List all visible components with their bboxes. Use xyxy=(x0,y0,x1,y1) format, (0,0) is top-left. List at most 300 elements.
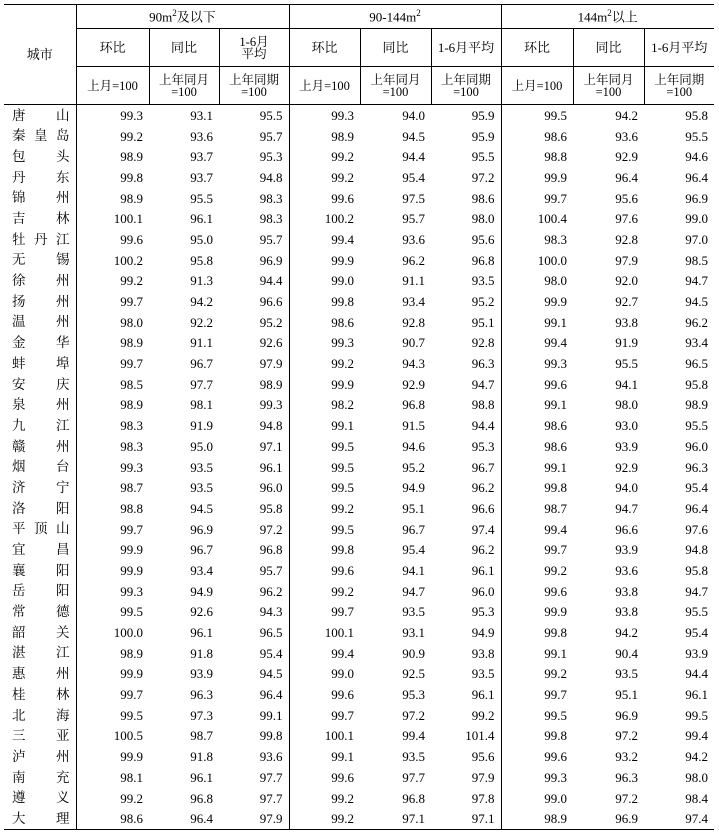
index-value: 96.8 xyxy=(402,397,425,413)
index-value: 99.4 xyxy=(685,728,708,744)
city-name: 北海 xyxy=(4,705,76,726)
index-value: 97.1 xyxy=(431,808,501,829)
base-label: 上年同期 =100 xyxy=(431,67,501,105)
index-value: 99.4 xyxy=(544,335,567,351)
table-row xyxy=(4,705,714,726)
index-value: 92.8 xyxy=(431,333,501,354)
index-value: 96.0 xyxy=(685,438,708,454)
city-name: 无锡 xyxy=(4,250,76,271)
index-value: 96.1 xyxy=(685,687,708,703)
index-value: 98.3 xyxy=(120,418,143,434)
index-value: 99.2 xyxy=(331,500,354,516)
index-value: 93.5 xyxy=(190,480,213,496)
index-value: 94.8 xyxy=(219,167,289,188)
index-value: 93.6 xyxy=(615,562,638,578)
index-value: 95.4 xyxy=(219,643,289,664)
subheader-yoy: 同比 xyxy=(149,29,219,67)
index-value: 98.9 xyxy=(120,397,143,413)
index-value: 93.8 xyxy=(615,314,638,330)
index-value: 96.0 xyxy=(219,477,289,498)
table-row xyxy=(4,250,714,271)
index-value: 99.1 xyxy=(219,705,289,726)
index-value: 99.3 xyxy=(331,335,354,351)
index-value: 94.1 xyxy=(402,562,425,578)
index-value: 99.2 xyxy=(331,356,354,372)
index-value: 98.9 xyxy=(120,190,143,206)
city-name: 锦州 xyxy=(4,188,76,209)
index-value: 94.3 xyxy=(402,356,425,372)
index-value: 93.0 xyxy=(615,418,638,434)
index-value: 93.7 xyxy=(190,169,213,185)
index-value: 97.8 xyxy=(431,788,501,809)
index-value: 95.4 xyxy=(402,542,425,558)
index-value: 97.4 xyxy=(644,808,714,829)
index-value: 99.0 xyxy=(331,666,354,682)
index-value: 97.1 xyxy=(360,808,431,829)
index-value: 95.4 xyxy=(685,625,708,641)
table-row xyxy=(4,208,714,229)
index-value: 99.1 xyxy=(544,645,567,661)
index-value: 96.1 xyxy=(219,457,289,478)
index-value: 98.0 xyxy=(685,769,708,785)
base-label: 上年同月 =100 xyxy=(149,67,219,105)
table-row xyxy=(4,188,714,209)
index-value: 92.8 xyxy=(615,231,638,247)
subheader-avg: 1-6月平均 xyxy=(431,29,501,67)
base-label: 上月=100 xyxy=(289,67,360,105)
city-name: 遵义 xyxy=(4,788,76,809)
index-value: 100.5 xyxy=(113,728,143,744)
index-value: 95.5 xyxy=(685,604,708,620)
index-value: 99.2 xyxy=(544,562,567,578)
index-value: 99.4 xyxy=(402,728,425,744)
base-label: 上年同月 =100 xyxy=(573,67,644,105)
index-value: 94.8 xyxy=(219,415,289,436)
index-value: 95.7 xyxy=(219,126,289,147)
index-value: 99.2 xyxy=(120,128,143,144)
index-value: 92.8 xyxy=(402,314,425,330)
table-row xyxy=(4,105,714,126)
index-value: 99.5 xyxy=(331,480,354,496)
index-value: 96.6 xyxy=(431,498,501,519)
index-value: 94.7 xyxy=(615,500,638,516)
index-value: 98.6 xyxy=(76,808,149,829)
index-value: 93.6 xyxy=(190,128,213,144)
city-name: 丹东 xyxy=(4,167,76,188)
index-value: 91.9 xyxy=(615,335,638,351)
index-value: 99.8 xyxy=(544,625,567,641)
index-value: 99.7 xyxy=(120,521,143,537)
index-value: 96.9 xyxy=(573,808,644,829)
index-value: 98.1 xyxy=(120,769,143,785)
table-row xyxy=(4,746,714,767)
index-value: 96.2 xyxy=(402,252,425,268)
subheader-yoy: 同比 xyxy=(573,29,644,67)
index-value: 97.1 xyxy=(219,436,289,457)
table-row xyxy=(4,560,714,581)
index-value: 90.7 xyxy=(402,335,425,351)
index-value: 97.9 xyxy=(615,252,638,268)
city-name: 安庆 xyxy=(4,374,76,395)
index-value: 99.3 xyxy=(219,395,289,416)
index-value: 95.0 xyxy=(190,231,213,247)
index-value: 98.3 xyxy=(219,188,289,209)
index-value: 93.8 xyxy=(615,604,638,620)
index-value: 92.6 xyxy=(219,333,289,354)
index-value: 95.9 xyxy=(431,126,501,147)
index-value: 96.8 xyxy=(431,250,501,271)
index-value: 99.7 xyxy=(544,190,567,206)
index-value: 100.0 xyxy=(537,252,567,268)
index-value: 99.9 xyxy=(544,294,567,310)
index-value: 99.6 xyxy=(544,376,567,392)
index-value: 98.7 xyxy=(544,500,567,516)
index-value: 97.7 xyxy=(219,767,289,788)
index-value: 99.9 xyxy=(544,169,567,185)
table-row xyxy=(4,312,714,333)
city-name: 蚌埠 xyxy=(4,353,76,374)
base-label: 上月=100 xyxy=(76,67,149,105)
index-value: 99.2 xyxy=(289,808,360,829)
index-value: 97.9 xyxy=(219,353,289,374)
index-value: 96.1 xyxy=(190,625,213,641)
index-value: 94.4 xyxy=(219,271,289,292)
index-value: 99.7 xyxy=(544,687,567,703)
index-value: 93.5 xyxy=(615,666,638,682)
table-row xyxy=(4,415,714,436)
index-value: 93.7 xyxy=(190,149,213,165)
subheader-mom: 环比 xyxy=(501,29,573,67)
index-value: 96.6 xyxy=(219,291,289,312)
city-name: 惠州 xyxy=(4,664,76,685)
index-value: 95.8 xyxy=(685,376,708,392)
index-value: 100.1 xyxy=(113,211,143,227)
index-value: 93.8 xyxy=(431,643,501,664)
index-value: 99.8 xyxy=(120,169,143,185)
index-value: 99.3 xyxy=(120,107,143,123)
index-value: 96.9 xyxy=(685,190,708,206)
index-value: 96.2 xyxy=(431,539,501,560)
index-value: 98.6 xyxy=(544,418,567,434)
index-value: 96.5 xyxy=(219,622,289,643)
index-value: 99.3 xyxy=(544,769,567,785)
index-value: 96.2 xyxy=(219,581,289,602)
index-value: 97.2 xyxy=(615,790,638,806)
city-name: 泸州 xyxy=(4,746,76,767)
index-value: 98.9 xyxy=(120,335,143,351)
index-value: 94.4 xyxy=(685,666,708,682)
table-row xyxy=(4,684,714,705)
city-name: 扬州 xyxy=(4,291,76,312)
index-value: 95.8 xyxy=(219,498,289,519)
table-row xyxy=(4,622,714,643)
index-value: 97.6 xyxy=(685,521,708,537)
index-value: 99.9 xyxy=(120,542,143,558)
city-name: 包头 xyxy=(4,146,76,167)
index-value: 97.3 xyxy=(190,707,213,723)
table-row xyxy=(4,353,714,374)
index-value: 96.7 xyxy=(402,521,425,537)
index-value: 93.6 xyxy=(219,746,289,767)
index-value: 99.6 xyxy=(331,562,354,578)
index-value: 97.7 xyxy=(402,769,425,785)
index-value: 94.4 xyxy=(431,415,501,436)
index-value: 98.6 xyxy=(544,128,567,144)
index-value: 97.5 xyxy=(402,190,425,206)
index-value: 96.7 xyxy=(190,356,213,372)
header-row-groups xyxy=(4,5,714,29)
index-value: 93.5 xyxy=(190,459,213,475)
index-value: 95.1 xyxy=(402,500,425,516)
index-value: 94.0 xyxy=(615,480,638,496)
index-value: 96.2 xyxy=(431,477,501,498)
index-value: 93.1 xyxy=(402,625,425,641)
index-value: 99.7 xyxy=(544,542,567,558)
index-value: 98.5 xyxy=(685,252,708,268)
index-value: 96.3 xyxy=(685,459,708,475)
index-value: 92.9 xyxy=(402,376,425,392)
index-value: 97.7 xyxy=(219,788,289,809)
index-value: 94.2 xyxy=(615,107,638,123)
index-value: 95.5 xyxy=(615,356,638,372)
index-value: 95.5 xyxy=(190,190,213,206)
index-value: 99.5 xyxy=(120,707,143,723)
index-value: 93.2 xyxy=(615,749,638,765)
index-value: 98.8 xyxy=(544,149,567,165)
index-value: 93.6 xyxy=(615,128,638,144)
index-value: 93.4 xyxy=(402,294,425,310)
table-row xyxy=(4,767,714,788)
index-value: 98.6 xyxy=(431,188,501,209)
index-value: 93.5 xyxy=(402,749,425,765)
index-value: 98.8 xyxy=(120,500,143,516)
index-value: 97.2 xyxy=(402,707,425,723)
index-value: 92.9 xyxy=(615,459,638,475)
index-value: 94.7 xyxy=(402,583,425,599)
index-value: 99.2 xyxy=(120,790,143,806)
table-row xyxy=(4,126,714,147)
index-value: 99.2 xyxy=(431,705,501,726)
table-row xyxy=(4,291,714,312)
index-value: 96.9 xyxy=(219,250,289,271)
index-value: 95.8 xyxy=(685,107,708,123)
index-value: 95.1 xyxy=(615,687,638,703)
index-value: 94.9 xyxy=(431,622,501,643)
index-value: 93.5 xyxy=(402,604,425,620)
index-value: 94.7 xyxy=(431,374,501,395)
index-value: 94.9 xyxy=(190,583,213,599)
index-value: 98.9 xyxy=(501,808,573,829)
index-value: 92.9 xyxy=(615,149,638,165)
index-value: 95.3 xyxy=(402,687,425,703)
index-value: 96.3 xyxy=(615,769,638,785)
index-value: 99.2 xyxy=(331,149,354,165)
index-value: 96.7 xyxy=(190,542,213,558)
index-value: 98.1 xyxy=(190,397,213,413)
index-value: 99.8 xyxy=(331,294,354,310)
city-name: 牡丹江 xyxy=(4,229,76,250)
index-value: 96.7 xyxy=(431,457,501,478)
index-value: 94.6 xyxy=(685,149,708,165)
index-value: 99.1 xyxy=(544,459,567,475)
city-name: 金华 xyxy=(4,333,76,354)
base-label: 上年同月 =100 xyxy=(360,67,431,105)
index-value: 92.6 xyxy=(190,604,213,620)
index-value: 98.9 xyxy=(685,397,708,413)
index-value: 93.6 xyxy=(402,231,425,247)
city-name: 常德 xyxy=(4,602,76,623)
index-value: 99.9 xyxy=(120,749,143,765)
table-row xyxy=(4,581,714,602)
index-value: 93.9 xyxy=(190,666,213,682)
index-value: 99.5 xyxy=(544,107,567,123)
index-value: 100.1 xyxy=(324,625,354,641)
index-value: 96.5 xyxy=(685,356,708,372)
index-value: 99.6 xyxy=(331,687,354,703)
index-value: 98.3 xyxy=(120,438,143,454)
index-value: 92.7 xyxy=(615,294,638,310)
index-value: 96.2 xyxy=(685,314,708,330)
table-row xyxy=(4,808,714,829)
index-value: 96.0 xyxy=(431,581,501,602)
table-row xyxy=(4,519,714,540)
index-value: 92.2 xyxy=(190,314,213,330)
index-value: 96.9 xyxy=(190,521,213,537)
index-value: 93.8 xyxy=(615,583,638,599)
index-value: 99.1 xyxy=(331,418,354,434)
index-value: 98.6 xyxy=(544,438,567,454)
index-value: 98.3 xyxy=(544,231,567,247)
index-value: 91.1 xyxy=(190,335,213,351)
index-value: 94.7 xyxy=(685,583,708,599)
city-name: 襄阳 xyxy=(4,560,76,581)
index-value: 99.5 xyxy=(331,521,354,537)
index-value: 91.8 xyxy=(190,645,213,661)
index-value: 99.3 xyxy=(120,459,143,475)
table-row xyxy=(4,436,714,457)
index-value: 99.6 xyxy=(331,769,354,785)
index-value: 99.7 xyxy=(120,294,143,310)
index-value: 97.9 xyxy=(219,808,289,829)
index-value: 95.4 xyxy=(685,480,708,496)
group-header-small: $90m^2$及以下 xyxy=(76,5,289,29)
table-row xyxy=(4,333,714,354)
city-name: 平顶山 xyxy=(4,519,76,540)
header-row-subcolumns xyxy=(4,29,714,67)
index-value: 94.5 xyxy=(219,664,289,685)
index-value: 99.1 xyxy=(331,749,354,765)
table-row xyxy=(4,498,714,519)
index-value: 95.3 xyxy=(219,146,289,167)
index-value: 98.4 xyxy=(685,790,708,806)
index-value: 99.0 xyxy=(685,211,708,227)
index-value: 91.9 xyxy=(190,418,213,434)
index-value: 95.8 xyxy=(190,252,213,268)
table-row xyxy=(4,271,714,292)
index-value: 99.1 xyxy=(544,314,567,330)
index-value: 98.0 xyxy=(431,208,501,229)
index-value: 94.0 xyxy=(402,107,425,123)
index-value: 94.7 xyxy=(685,273,708,289)
index-value: 99.4 xyxy=(331,645,354,661)
index-value: 98.9 xyxy=(331,128,354,144)
index-value: 99.6 xyxy=(544,749,567,765)
index-value: 93.9 xyxy=(685,645,708,661)
index-value: 95.6 xyxy=(615,190,638,206)
index-value: 96.6 xyxy=(615,521,638,537)
index-value: 96.1 xyxy=(431,684,501,705)
index-value: 97.6 xyxy=(615,211,638,227)
index-value: 98.6 xyxy=(331,314,354,330)
city-name: 三亚 xyxy=(4,726,76,747)
index-value: 95.5 xyxy=(685,128,708,144)
index-value: 96.8 xyxy=(219,539,289,560)
index-value: 99.3 xyxy=(331,107,354,123)
index-value: 99.7 xyxy=(331,604,354,620)
index-value: 95.4 xyxy=(402,169,425,185)
index-value: 92.5 xyxy=(402,666,425,682)
index-value: 95.2 xyxy=(431,291,501,312)
index-value: 96.4 xyxy=(219,684,289,705)
index-value: 97.2 xyxy=(615,728,638,744)
index-value: 99.0 xyxy=(331,273,354,289)
index-value: 90.9 xyxy=(402,645,425,661)
index-value: 99.8 xyxy=(331,542,354,558)
subheader-mom: 环比 xyxy=(76,29,149,67)
index-value: 99.2 xyxy=(120,273,143,289)
index-value: 96.4 xyxy=(615,169,638,185)
table-row xyxy=(4,229,714,250)
base-label: 上月=100 xyxy=(501,67,573,105)
index-value: 93.9 xyxy=(615,438,638,454)
index-value: 93.5 xyxy=(431,271,501,292)
city-name: 韶关 xyxy=(4,622,76,643)
table-row xyxy=(4,395,714,416)
city-name: 吉林 xyxy=(4,208,76,229)
index-value: 93.1 xyxy=(190,107,213,123)
index-value: 99.9 xyxy=(120,666,143,682)
table-row xyxy=(4,643,714,664)
city-name: 唐山 xyxy=(4,105,76,126)
index-value: 93.9 xyxy=(615,542,638,558)
city-column-header: 城市 xyxy=(4,5,76,105)
index-value: 100.1 xyxy=(324,728,354,744)
index-value: 98.0 xyxy=(544,273,567,289)
city-name: 徐州 xyxy=(4,271,76,292)
index-value: 98.0 xyxy=(615,397,638,413)
index-value: 99.9 xyxy=(120,562,143,578)
city-name: 九江 xyxy=(4,415,76,436)
index-value: 99.7 xyxy=(120,356,143,372)
index-value: 98.7 xyxy=(190,728,213,744)
index-value: 97.9 xyxy=(431,767,501,788)
index-value: 94.5 xyxy=(190,500,213,516)
table-row xyxy=(4,167,714,188)
index-value: 98.9 xyxy=(120,149,143,165)
index-value: 95.6 xyxy=(431,229,501,250)
index-value: 99.8 xyxy=(219,726,289,747)
index-value: 95.2 xyxy=(219,312,289,333)
index-value: 95.3 xyxy=(431,436,501,457)
index-value: 97.4 xyxy=(431,519,501,540)
index-value: 95.3 xyxy=(431,602,501,623)
index-value: 93.4 xyxy=(190,562,213,578)
city-name: 赣州 xyxy=(4,436,76,457)
index-value: 95.2 xyxy=(402,459,425,475)
index-value: 99.2 xyxy=(331,583,354,599)
index-value: 99.7 xyxy=(120,687,143,703)
index-value: 94.4 xyxy=(402,149,425,165)
